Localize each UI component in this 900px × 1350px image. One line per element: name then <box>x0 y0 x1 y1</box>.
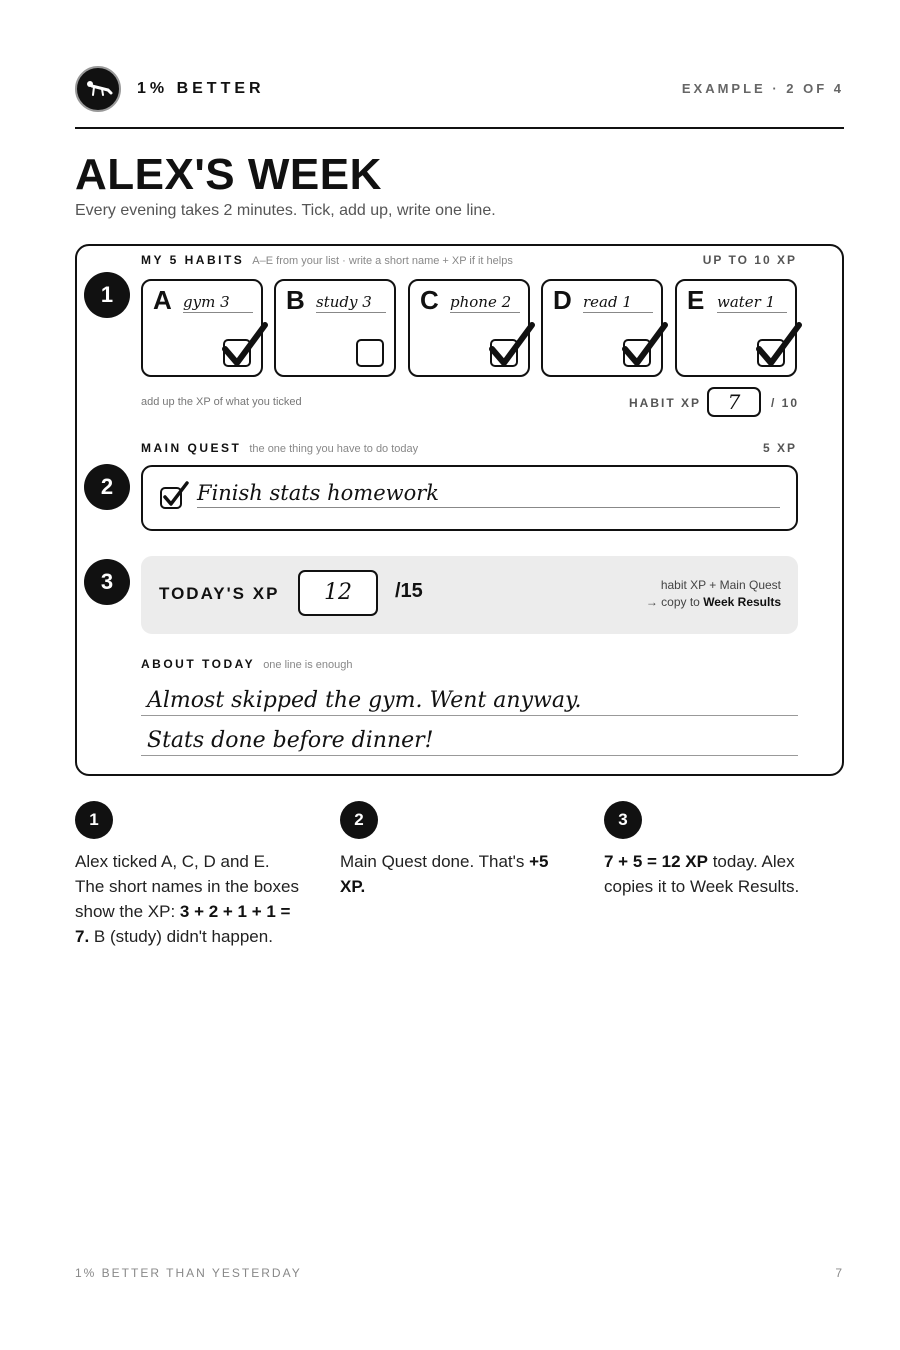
brand-name: 1% BETTER <box>137 80 265 97</box>
quest-xp: 5 XP <box>762 441 797 455</box>
explanation-text: Alex ticked A, C, D and E. The short names in the boxes show the XP: 3 + 2 + 1 + 1 = 7. B (study) didn't happen. <box>75 852 299 946</box>
habit-name[interactable]: read 1 <box>583 293 653 313</box>
habit-checkbox[interactable] <box>356 339 384 367</box>
explanation-3 <box>604 801 829 899</box>
habit-name[interactable]: study 3 <box>316 293 386 313</box>
habit-box-b[interactable] <box>274 279 396 377</box>
habits-hint: A–E from your list · write a short name + XP if it helps <box>252 255 513 267</box>
quest-label: MAIN QUEST the one thing you have to do today <box>141 441 419 455</box>
habit-xp-label: HABIT XP <box>629 396 702 410</box>
page-title: ALEX'S WEEK <box>75 150 382 199</box>
habits-label: MY 5 HABITS A–E from your list · write a short name + XP if it helps <box>141 253 513 267</box>
pushup-icon <box>75 66 121 112</box>
header-divider <box>75 127 844 129</box>
explanation-2 <box>340 801 565 899</box>
add-hint: add up the XP of what you ticked <box>141 396 302 408</box>
explanation-number: 3 <box>604 801 642 839</box>
habit-name[interactable]: phone 2 <box>450 293 520 313</box>
habit-letter: E <box>687 285 705 315</box>
example-counter: EXAMPLE · 2 OF 4 <box>681 81 844 96</box>
habit-box-a[interactable] <box>141 279 263 377</box>
habit-xp-input[interactable]: 7 <box>707 387 761 417</box>
todays-xp-label: TODAY'S XP <box>159 584 280 603</box>
footer-tagline: 1% BETTER THAN YESTERDAY <box>75 1266 302 1280</box>
check-icon <box>755 321 803 369</box>
quest-box <box>141 465 798 531</box>
habit-box-c[interactable] <box>408 279 530 377</box>
daily-card <box>75 244 844 776</box>
about-line-2[interactable]: Stats done before dinner! <box>141 728 798 756</box>
quest-checkbox[interactable] <box>159 481 191 511</box>
about-line-1[interactable]: Almost skipped the gym. Went anyway. <box>141 688 798 716</box>
page-subtitle: Every evening takes 2 minutes. Tick, add up, write one line. <box>75 202 496 219</box>
habit-letter: A <box>153 285 172 315</box>
habit-box-d[interactable] <box>541 279 663 377</box>
explanation-text: 7 + 5 = 12 XP today. Alex copies it to Week Results. <box>604 852 800 896</box>
todays-xp-input[interactable]: 12 <box>298 570 378 616</box>
todays-xp-panel <box>141 556 798 634</box>
habit-letter: D <box>553 285 572 315</box>
explanation-number: 1 <box>75 801 113 839</box>
check-icon <box>621 321 669 369</box>
check-icon <box>221 321 269 369</box>
step-3-badge: 3 <box>84 559 130 605</box>
about-label: ABOUT TODAY one line is enough <box>141 657 353 671</box>
todays-xp-max: /15 <box>395 580 423 602</box>
habit-name[interactable]: water 1 <box>717 293 787 313</box>
about-hint: one line is enough <box>263 659 353 671</box>
explanation-text: Main Quest done. That's +5 XP. <box>340 852 549 896</box>
habit-letter: C <box>420 285 439 315</box>
page-number: 7 <box>835 1266 842 1280</box>
todays-xp-note: habit XP + Main Quest → copy to Week Results <box>645 578 781 609</box>
step-1-badge: 1 <box>84 272 130 318</box>
quest-hint: the one thing you have to do today <box>249 443 419 455</box>
habit-name[interactable]: gym 3 <box>183 293 253 313</box>
quest-text[interactable]: Finish stats homework <box>197 481 780 508</box>
page-header <box>75 66 844 114</box>
habit-xp-max: / 10 <box>771 396 800 410</box>
step-2-badge: 2 <box>84 464 130 510</box>
explanation-1 <box>75 801 300 949</box>
explanation-number: 2 <box>340 801 378 839</box>
check-icon <box>488 321 536 369</box>
habit-box-e[interactable] <box>675 279 797 377</box>
habit-letter: B <box>286 285 305 315</box>
habits-max: UP TO 10 XP <box>702 253 797 267</box>
